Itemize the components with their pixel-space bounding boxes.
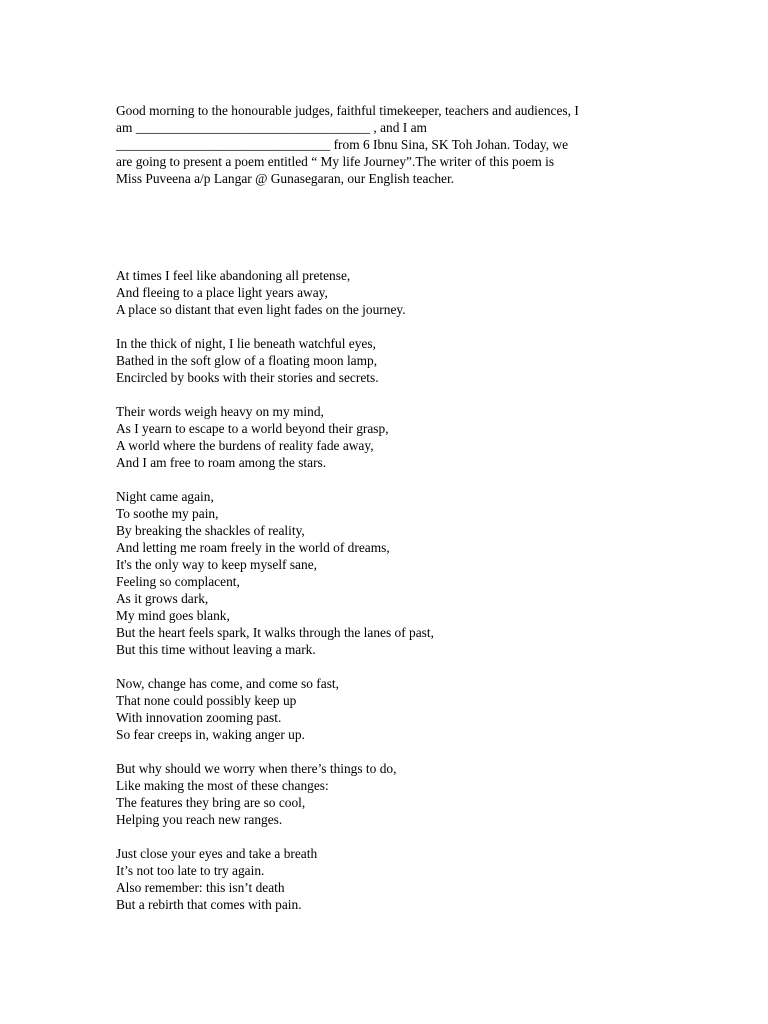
poem-line: And letting me roam freely in the world of dreams, bbox=[116, 540, 390, 555]
poem-line: A place so distant that even light fades on the journey. bbox=[116, 302, 406, 317]
poem-line: With innovation zooming past. bbox=[116, 710, 282, 725]
poem-line: By breaking the shackles of reality, bbox=[116, 523, 305, 538]
poem-stanza bbox=[116, 845, 676, 913]
poem-line: But this time without leaving a mark. bbox=[116, 642, 316, 657]
poem-line: Bathed in the soft glow of a floating moon lamp, bbox=[116, 353, 378, 368]
poem-line: At times I feel like abandoning all pretense, bbox=[116, 268, 351, 283]
poem-stanza bbox=[116, 675, 676, 743]
poem-stanza bbox=[116, 488, 676, 658]
poem-line: My mind goes blank, bbox=[116, 608, 230, 623]
poem-line: Helping you reach new ranges. bbox=[116, 812, 283, 827]
poem-stanza bbox=[116, 760, 676, 828]
poem bbox=[116, 267, 676, 930]
intro-line: Miss Puveena a/p Langar @ Gunasegaran, our English teacher. bbox=[116, 171, 455, 186]
poem-line: To soothe my pain, bbox=[116, 506, 219, 521]
poem-line: Like making the most of these changes: bbox=[116, 778, 329, 793]
poem-line: Their words weigh heavy on my mind, bbox=[116, 404, 324, 419]
poem-line: It’s not too late to try again. bbox=[116, 863, 265, 878]
poem-line: The features they bring are so cool, bbox=[116, 795, 306, 810]
poem-line: Also remember: this isn’t death bbox=[116, 880, 285, 895]
poem-line: Encircled by books with their stories and secrets. bbox=[116, 370, 379, 385]
poem-line: Just close your eyes and take a breath bbox=[116, 846, 318, 861]
poem-line: As it grows dark, bbox=[116, 591, 209, 606]
poem-line: So fear creeps in, waking anger up. bbox=[116, 727, 305, 742]
poem-line: It's the only way to keep myself sane, bbox=[116, 557, 317, 572]
poem-line: Now, change has come, and come so fast, bbox=[116, 676, 339, 691]
intro-line: am ___________________________________ , and I am bbox=[116, 120, 427, 135]
intro-line: are going to present a poem entitled “ My life Journey”.The writer of this poem is bbox=[116, 154, 555, 169]
poem-stanza bbox=[116, 267, 676, 318]
poem-line: In the thick of night, I lie beneath watchful eyes, bbox=[116, 336, 376, 351]
intro-line: Good morning to the honourable judges, faithful timekeeper, teachers and audiences, I bbox=[116, 103, 579, 118]
intro-paragraph bbox=[116, 102, 676, 187]
poem-line: A world where the burdens of reality fade away, bbox=[116, 438, 374, 453]
intro-line: ________________________________ from 6 Ibnu Sina, SK Toh Johan. Today, we bbox=[116, 137, 569, 152]
poem-line: But a rebirth that comes with pain. bbox=[116, 897, 302, 912]
poem-line: But why should we worry when there’s things to do, bbox=[116, 761, 397, 776]
poem-line: As I yearn to escape to a world beyond their grasp, bbox=[116, 421, 389, 436]
poem-line: Feeling so complacent, bbox=[116, 574, 240, 589]
poem-line: That none could possibly keep up bbox=[116, 693, 297, 708]
poem-stanza bbox=[116, 335, 676, 386]
poem-line: Night came again, bbox=[116, 489, 214, 504]
poem-line: But the heart feels spark, It walks through the lanes of past, bbox=[116, 625, 434, 640]
poem-stanza bbox=[116, 403, 676, 471]
poem-line: And fleeing to a place light years away, bbox=[116, 285, 328, 300]
poem-line: And I am free to roam among the stars. bbox=[116, 455, 327, 470]
